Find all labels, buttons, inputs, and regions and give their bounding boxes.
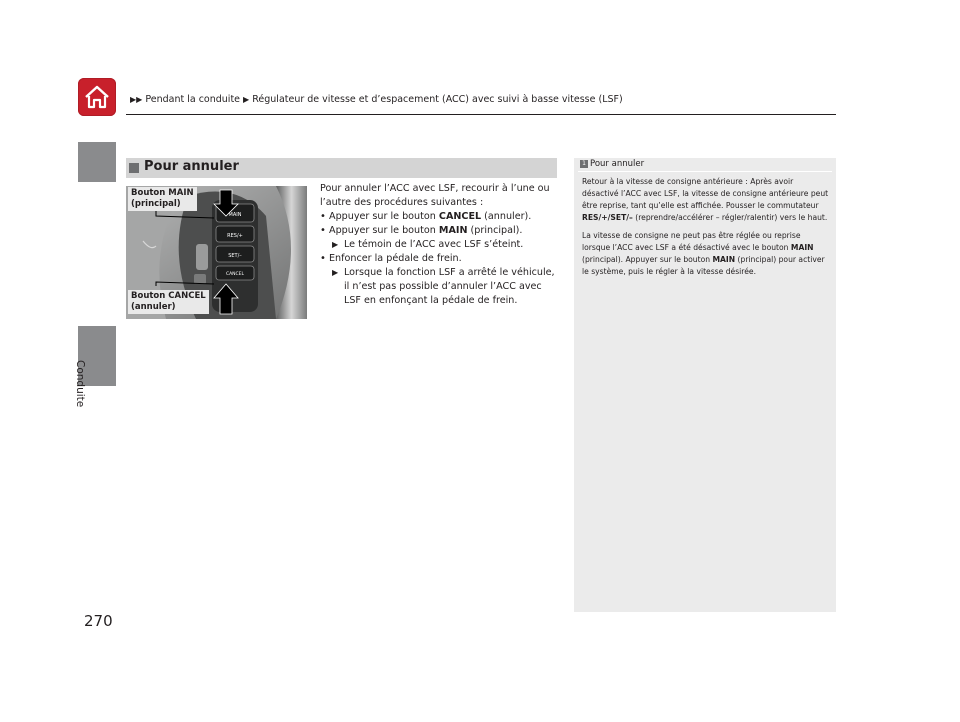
home-icon [82,82,112,112]
breadcrumb-arrow-icon: ▶ [243,95,250,104]
bullet-text-bold: CANCEL [438,211,482,222]
triangle-arrow-icon: ▶ [332,240,339,249]
home-button[interactable] [78,78,116,116]
intro-paragraph: Pour annuler l’ACC avec LSF, recourir à l’une ou l’autre des procédures suivantes : [320,183,550,208]
main-button-callout [128,187,197,211]
bullet-text: (principal). [470,225,523,236]
section-square-icon [129,163,139,173]
callout-text: Bouton [131,291,166,301]
set-button-text: SET/– [228,253,242,259]
steering-wheel-photo [126,186,307,319]
note-text: La vitesse de consigne ne peut pas être réglée ou reprise lorsque l’ACC avec LSF a été désactivé avec le bouton [582,231,801,252]
bullet-main [320,224,556,238]
breadcrumb [130,94,623,105]
note-text-bold: MAIN [712,255,736,264]
bullet-text: Appuyer sur le bouton [329,225,436,236]
breadcrumb-item-acc[interactable]: Régulateur de vitesse et d’espacement (ACC) avec suivi à basse vitesse (LSF) [252,94,623,105]
bullet-text: Enfoncer la pédale de frein. [329,253,462,264]
bullet-text: Appuyer sur le bouton [329,211,436,222]
bullet-text-bold: MAIN [438,225,468,236]
cancel-button-text: CANCEL [225,272,245,277]
callout-text-bold: MAIN [168,188,194,198]
sub-item-indicator-off [320,238,556,252]
callout-text-bold: CANCEL [168,291,206,301]
note-title: Pour annuler [590,159,645,169]
note-panel [574,158,836,612]
triangle-arrow-icon: ▶ [332,268,339,277]
note-text-bold: RES/+/SET/– [582,213,633,222]
callout-text: Bouton [131,188,166,198]
note-body [582,176,830,284]
note-text: (reprendre/accélérer – régler/ralentir) vers le haut. [635,213,828,222]
bullet-cancel [320,210,556,224]
sub-text: Le témoin de l’ACC avec LSF s’éteint. [344,239,524,250]
bullet-text: (annuler). [484,211,532,222]
note-text: (principal). Appuyer sur le bouton [582,255,711,264]
note-text: (principal) pour activer le système, puis le régler à la vitesse désirée. [582,255,825,276]
note-paragraph-resume [582,176,830,224]
note-text-bold: MAIN [790,243,814,252]
note-paragraph-main [582,230,830,278]
section-heading [126,158,557,178]
chapter-label: Conduite [74,360,86,408]
note-heading [580,159,644,169]
section-title: Pour annuler [144,159,239,174]
header-rule [126,114,836,115]
callout-text: (principal) [131,199,181,209]
bullet-brake [320,252,556,266]
breadcrumb-item-driving[interactable]: Pendant la conduite [145,94,241,105]
page-number: 270 [84,612,113,630]
chapter-tab-previous[interactable] [78,142,116,182]
main-button-text: MAIN [228,212,242,218]
note-divider [578,171,832,172]
cancel-button-callout [128,290,209,314]
sub-text: Lorsque la fonction LSF a arrêté le véhicule, il n’est pas possible d’annuler l’ACC avec LSF en enfonçant la pédale de frein. [344,267,555,306]
breadcrumb-arrow-icon: ▶▶ [130,95,143,104]
body-text [320,182,556,308]
sub-item-lsf-stop [320,266,556,308]
res-button-text: RES/+ [227,233,243,239]
callout-text: (annuler) [131,302,176,312]
note-text: Retour à la vitesse de consigne antérieure : Après avoir désactivé l’ACC avec LSF, la vitesse de consigne antérieure peut être reprise, tant qu’elle est affichée. Pousser le commutateur [582,177,829,210]
note-reference-icon: 1 [580,160,588,168]
